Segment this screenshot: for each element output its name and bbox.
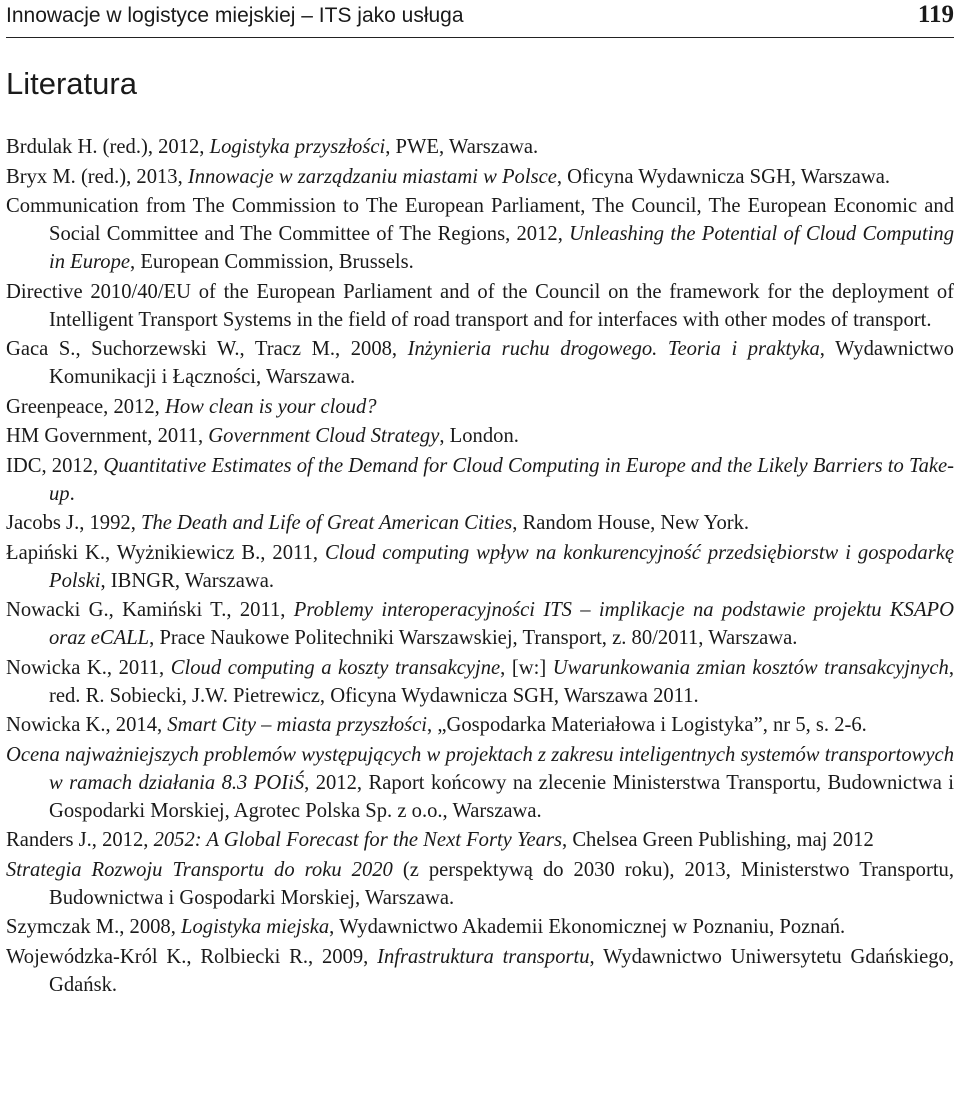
reference-text: Randers J., 2012, <box>6 829 154 851</box>
reference-title: Smart City – miasta przyszłości <box>167 714 428 736</box>
reference-title: Infrastruktura transportu <box>377 945 590 968</box>
reference-text: , Oficyna Wydawnicza SGH, Warszawa. <box>556 165 891 188</box>
page-number: 119 <box>917 1 954 28</box>
reference-title: How clean is your cloud? <box>164 395 377 418</box>
reference-title: Uwarunkowania zmian kosztów transakcyjnych <box>552 656 949 679</box>
reference-text: , Wydawnictwo Akademii Ekonomicznej w Poznaniu, Poznań. <box>329 916 846 938</box>
reference-title: Ocena najważniejszych problemów występujących w projektach z zakresu inteligentnych systemów transportowych w ramach działania 8.3 POIiŚ <box>6 743 954 794</box>
reference-title: The Death and Life of Great American Cities <box>141 512 513 534</box>
section-title: Literatura <box>6 66 137 101</box>
reference-text: Jacobs J., 1992, <box>6 512 141 534</box>
reference-title: Cloud computing a koszty transakcyjne <box>170 656 501 679</box>
reference-title: Quantitative Estimates of the Demand for Cloud Computing in Europe and the Likely Barriers to Take-up <box>49 454 955 505</box>
reference-text: Wojewódzka-Król K., Rolbiecki R., 2009, <box>6 945 378 968</box>
reference-text: , „Gospodarka Materiałowa i Logistyka”, nr 5, s. 2-6. <box>427 714 867 736</box>
reference-title: 2052: A Global Forecast for the Next Forty Years <box>153 829 563 851</box>
reference-title: Inżynieria ruchu drogowego. Teoria i praktyka <box>407 338 820 360</box>
reference-entry <box>6 133 954 161</box>
reference-title: Cloud computing wpływ na konkurencyjność przedsiębiorstw i gospodarkę Polski <box>49 541 954 592</box>
reference-text: , London. <box>439 425 519 447</box>
running-header <box>6 0 954 38</box>
reference-entry <box>6 278 954 334</box>
reference-entry <box>6 335 954 391</box>
reference-text: Bryx M. (red.), 2013, <box>6 165 188 188</box>
reference-entry <box>6 943 954 999</box>
reference-text: Gaca S., Suchorzewski W., Tracz M., 2008, <box>6 338 408 360</box>
reference-entry <box>6 422 954 450</box>
reference-list <box>6 133 954 1000</box>
reference-text: , Wydawnictwo Uniwersytetu Gdańskiego, Gdańsk. <box>49 945 954 996</box>
reference-entry <box>6 192 954 276</box>
reference-text: , red. R. Sobiecki, J.W. Pietrewicz, Oficyna Wydawnicza SGH, Warszawa 2011. <box>49 656 954 707</box>
reference-text: Directive 2010/40/EU of the European Parliament and of the Council on the framework for the deployment of Intelligent Transport Systems in the field of road transport and for interfaces with other modes of transport. <box>6 280 954 331</box>
reference-title: Innowacje w zarządzaniu miastami w Polsce <box>187 165 557 188</box>
reference-text: Nowicka K., 2011, <box>6 656 171 679</box>
reference-entry <box>6 913 954 941</box>
reference-title: Strategia Rozwoju Transportu do roku 2020 <box>6 858 393 881</box>
reference-text: (z perspektywą do 2030 roku), 2013, Ministerstwo Transportu, Budownictwa i Gospodarki Morskiej, Warszawa. <box>49 858 954 909</box>
reference-text: Nowicka K., 2014, <box>6 714 168 736</box>
reference-text: Communication from The Commission to The European Parliament, The Council, The European Economic and Social Committee and The Committee of The Regions, 2012, <box>6 195 954 245</box>
reference-title: Logistyka miejska <box>181 916 330 938</box>
reference-entry <box>6 163 954 191</box>
reference-text: . <box>69 482 75 505</box>
reference-text: , 2012, Raport końcowy na zlecenie Ministerstwa Transportu, Budownictwa i Gospodarki Morskiej, Agrotec Polska Sp. z o.o., Warszawa. <box>49 771 954 822</box>
reference-entry <box>6 711 954 739</box>
reference-title: Problemy interoperacyjności ITS – implikacje na podstawie projektu KSAPO oraz eCALL <box>49 599 954 649</box>
reference-text: , [w:] <box>500 656 553 679</box>
reference-text: Łapiński K., Wyżnikiewicz B., 2011, <box>6 541 325 564</box>
reference-text: , Random House, New York. <box>512 512 750 534</box>
running-title: Innowacje w logistyce miejskiej – ITS jako usługa <box>6 4 464 27</box>
reference-title: Government Cloud Strategy <box>208 425 440 447</box>
reference-text: HM Government, 2011, <box>6 425 209 447</box>
reference-text: , Chelsea Green Publishing, maj 2012 <box>562 829 874 851</box>
reference-text: , PWE, Warszawa. <box>385 136 539 158</box>
reference-title: Logistyka przyszłości <box>209 136 386 158</box>
reference-entry <box>6 452 954 508</box>
reference-text: , Wydawnictwo Komunikacji i Łączności, Warszawa. <box>49 338 954 388</box>
reference-entry <box>6 654 954 710</box>
reference-text: Brdulak H. (red.), 2012, <box>6 136 210 158</box>
reference-text: Nowacki G., Kamiński T., 2011, <box>6 599 294 621</box>
reference-text: , Prace Naukowe Politechniki Warszawskiej, Transport, z. 80/2011, Warszawa. <box>149 627 798 649</box>
reference-text: IDC, 2012, <box>6 454 104 477</box>
reference-entry <box>6 596 954 652</box>
reference-text: , IBNGR, Warszawa. <box>100 569 275 592</box>
reference-title: Unleashing the Potential of Cloud Computing in Europe <box>49 223 954 273</box>
reference-text: , European Commission, Brussels. <box>130 251 414 273</box>
reference-text: Szymczak M., 2008, <box>6 916 182 938</box>
reference-entry <box>6 393 954 421</box>
reference-entry <box>6 826 954 854</box>
reference-entry <box>6 539 954 595</box>
reference-entry <box>6 741 954 825</box>
reference-entry <box>6 509 954 537</box>
reference-entry <box>6 856 954 912</box>
reference-text: Greenpeace, 2012, <box>6 395 165 418</box>
